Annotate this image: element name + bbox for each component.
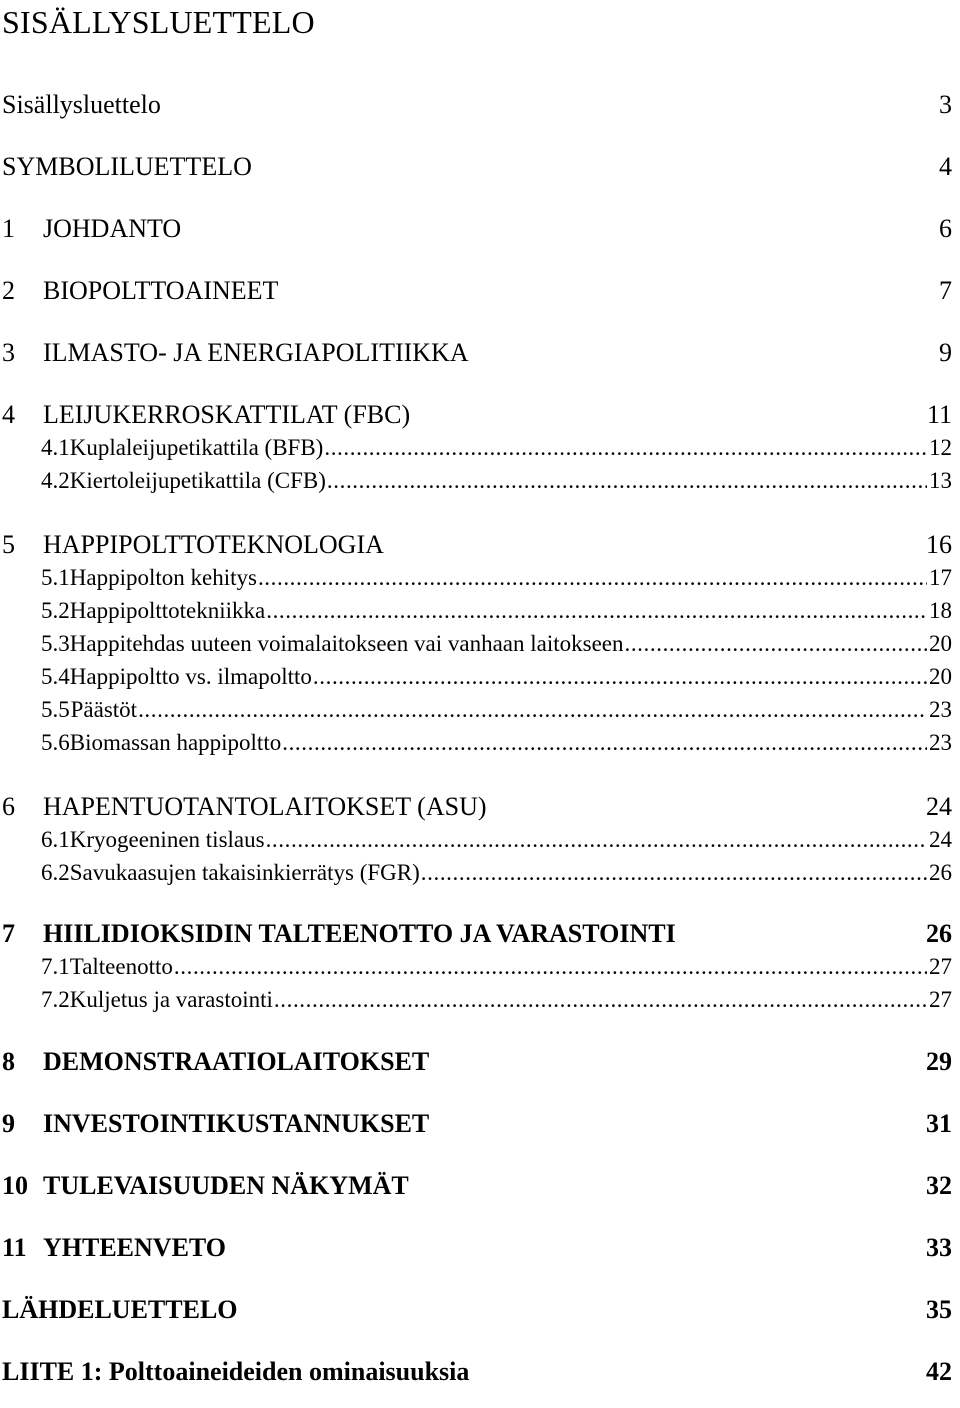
toc-entry[interactable] [2,1108,952,1140]
toc-entry[interactable] [2,1170,952,1202]
toc-entry[interactable] [2,529,952,561]
toc-entry-number: 5.4 [41,664,70,689]
toc-entry-page: 13 [929,468,952,493]
toc-entry-page: 12 [929,435,952,460]
toc-entry-number: 5.6 [41,730,70,755]
toc-entry-text: ILMASTO- JA ENERGIAPOLITIIKKA [43,338,469,367]
toc-entry[interactable] [2,1356,952,1388]
toc-subentry[interactable] [41,663,952,691]
toc-entry-number: 9 [2,1109,15,1138]
toc-entry-number: 6 [2,792,15,821]
dot-leader [421,859,927,887]
toc-entry[interactable] [2,1294,952,1326]
toc-entry-page: 26 [926,919,952,948]
toc-entry-page: 9 [939,338,952,367]
toc-entry-page: 31 [926,1109,952,1138]
toc-entry-text: Sisällysluettelo [2,90,161,119]
toc-entry-number: 3 [2,338,15,367]
toc-entry-page: 16 [926,530,952,559]
dot-leader [327,467,927,495]
toc-entry-text: SYMBOLILUETTELO [2,152,252,181]
toc-entry[interactable] [2,151,952,183]
dot-leader [138,696,927,724]
toc-subentry[interactable] [41,953,952,981]
toc-subentry[interactable] [41,630,952,658]
toc-entry-page: 18 [929,598,952,623]
toc-entry-number: 5.3 [41,631,70,656]
toc-entry[interactable] [2,89,952,121]
toc-entry-page: 11 [926,400,952,429]
toc-entry-number: 4 [2,400,15,429]
toc-entry-page: 7 [939,276,952,305]
toc-entry-text: Happipolton kehitys [69,565,257,590]
toc-entry-number: 2 [2,276,15,305]
toc-entry[interactable] [2,275,952,307]
dot-leader [624,630,927,658]
toc-subentry[interactable] [41,597,952,625]
toc-entry-page: 26 [929,860,952,885]
toc-entry[interactable] [2,918,952,950]
toc-entry-page: 27 [929,987,952,1012]
toc-entry-page: 35 [926,1295,952,1324]
toc-entry-number: 5.1 [41,565,70,590]
toc-entry-page: 27 [929,954,952,979]
toc-entry-page: 29 [926,1047,952,1076]
toc-entry-text: DEMONSTRAATIOLAITOKSET [43,1047,430,1076]
toc-entry-page: 24 [926,792,952,821]
toc-entry-text: Kuljetus ja varastointi [69,987,273,1012]
toc-subentry[interactable] [41,986,952,1014]
toc-entry-page: 24 [929,827,952,852]
toc-subentry[interactable] [41,564,952,592]
toc-entry-number: 5.5 [41,697,70,722]
toc-entry-page: 4 [939,152,952,181]
toc-entry-text: Kryogeeninen tislaus [69,827,265,852]
dot-leader [324,434,927,462]
toc-subentry[interactable] [41,826,952,854]
toc-entry-text: Kiertoleijupetikattila (CFB) [69,468,326,493]
dot-leader [274,986,927,1014]
toc-entry-text: YHTEENVETO [43,1233,227,1262]
toc-entry-text: JOHDANTO [43,214,182,243]
toc-entry[interactable] [2,1232,952,1264]
toc-entry-number: 11 [2,1233,27,1262]
toc-entry-text: Happipolttotekniikka [69,598,266,623]
toc-entry-number: 10 [2,1171,28,1200]
toc-entry-number: 4.2 [41,468,70,493]
dot-leader [266,597,927,625]
toc-entry-text: Biomassan happipoltto [69,730,282,755]
dot-leader [282,729,927,757]
toc-entry-text: BIOPOLTTOAINEET [43,276,279,305]
toc-entry-text: INVESTOINTIKUSTANNUKSET [43,1109,430,1138]
toc-entry-text: Happitehdas uuteen voimalaitokseen vai vanhaan laitokseen [69,631,624,656]
toc-entry[interactable] [2,337,952,369]
toc-entry-number: 1 [2,214,15,243]
toc-entry-text: TULEVAISUUDEN NÄKYMÄT [43,1171,409,1200]
toc-entry-text: Happipoltto vs. ilmapoltto [69,664,312,689]
toc-entry-page: 23 [929,730,952,755]
toc-entry-number: 6.1 [41,827,70,852]
toc-entry-text: HAPPIPOLTTOTEKNOLOGIA [43,530,384,559]
toc-entry-text: LÄHDELUETTELO [2,1295,238,1324]
toc-entry-number: 4.1 [41,435,70,460]
toc-entry-page: 20 [929,631,952,656]
toc-entry-text: Savukaasujen takaisinkierrätys (FGR) [69,860,420,885]
toc-entry-page: 17 [929,565,952,590]
toc-entry[interactable] [2,791,952,823]
toc-entry-page: 6 [939,214,952,243]
toc-entry-number: 8 [2,1047,15,1076]
dot-leader [174,953,927,981]
toc-entry-page: 33 [926,1233,952,1262]
toc-entry[interactable] [2,1046,952,1078]
toc-entry[interactable] [2,399,952,431]
toc-entry-page: 32 [926,1171,952,1200]
dot-leader [266,826,927,854]
toc-entry-number: 6.2 [41,860,70,885]
toc-subentry[interactable] [41,434,952,462]
toc-entry-text: Päästöt [70,697,138,722]
toc-subentry[interactable] [41,696,952,724]
toc-entry-text: HAPENTUOTANTOLAITOKSET (ASU) [43,792,487,821]
dot-leader [258,564,927,592]
toc-entry-page: 23 [929,697,952,722]
toc-entry-page: 20 [929,664,952,689]
toc-entry-number: 7 [2,919,15,948]
toc-entry-text: Talteenotto [69,954,173,979]
toc-entry-page: 3 [939,90,952,119]
toc-subentry[interactable] [41,729,952,757]
toc-entry-text: Kuplaleijupetikattila (BFB) [69,435,324,460]
toc-entry-number: 7.1 [41,954,70,979]
page-title: SISÄLLYSLUETTELO [2,4,315,40]
toc-subentry[interactable] [41,467,952,495]
toc-entry-number: 7.2 [41,987,70,1012]
toc-entry-number: 5 [2,530,15,559]
toc-entry-text: LEIJUKERROSKATTILAT (FBC) [43,400,411,429]
toc-entry-text: LIITE 1: Polttoaineideiden ominaisuuksia [2,1357,470,1386]
dot-leader [313,663,927,691]
toc-subentry[interactable] [41,859,952,887]
toc-entry-page: 42 [926,1357,952,1386]
toc-entry-text: HIILIDIOKSIDIN TALTEENOTTO JA VARASTOINTI [43,919,676,948]
toc-entry[interactable] [2,213,952,245]
toc-entry-number: 5.2 [41,598,70,623]
